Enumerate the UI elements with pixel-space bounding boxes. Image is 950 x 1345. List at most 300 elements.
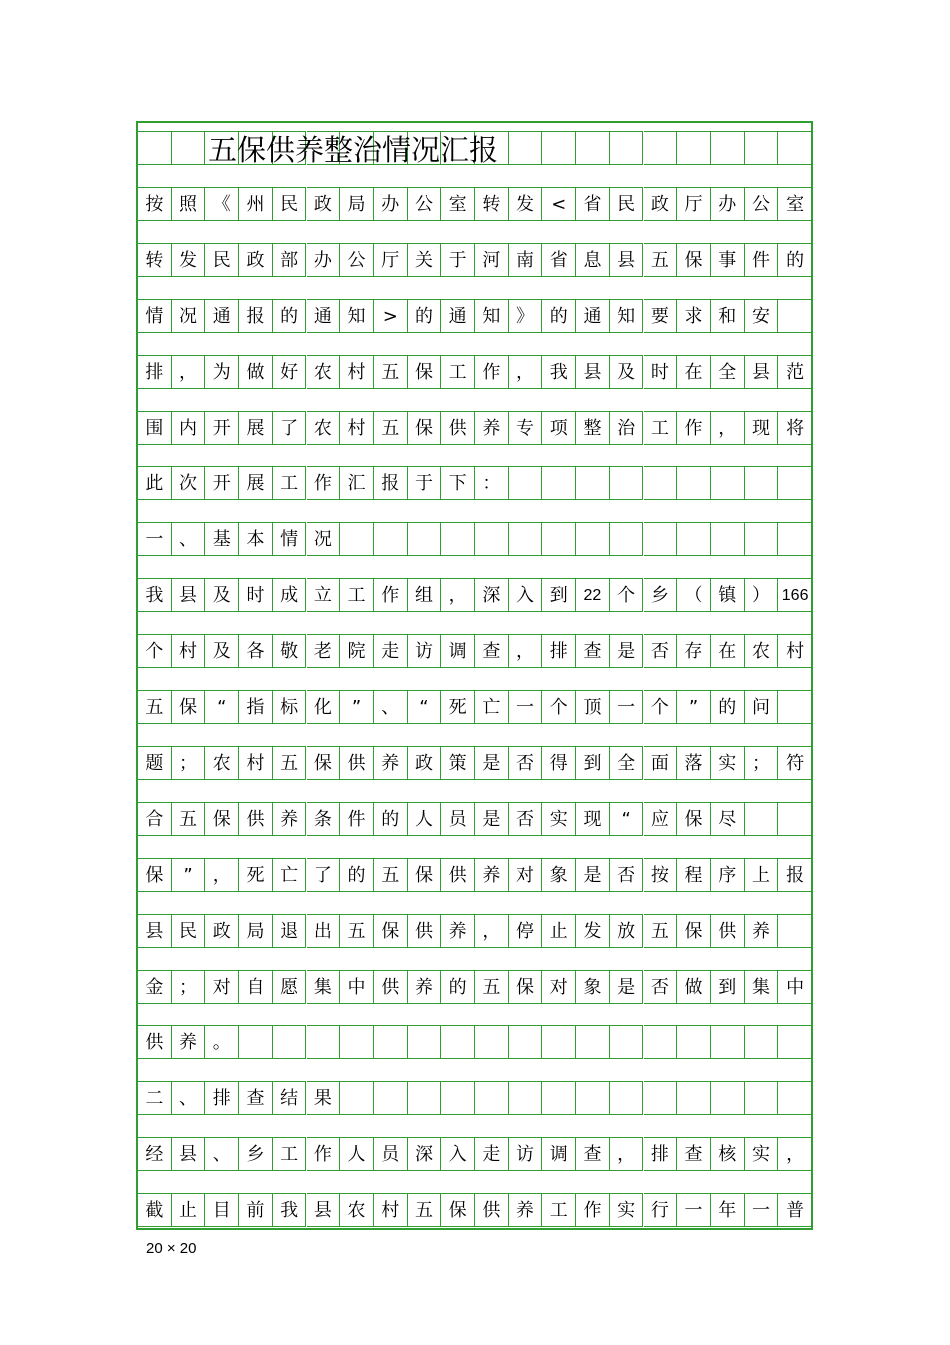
grid-cell: 员 — [441, 802, 475, 836]
text-row — [138, 243, 811, 277]
text-row — [138, 411, 811, 445]
grid-cell: 于 — [441, 243, 475, 277]
grid-cell — [644, 131, 678, 165]
grid-cell — [610, 522, 644, 556]
grid-cell: 县 — [172, 578, 206, 612]
grid-cell: 政 — [644, 187, 678, 221]
grid-cell: 是 — [610, 634, 644, 668]
grid-cell: 保 — [205, 802, 239, 836]
grid-cell: 走 — [374, 634, 408, 668]
grid-cell: > — [374, 299, 408, 333]
grid-cell: 化 — [307, 690, 341, 724]
grid-cell — [509, 466, 543, 500]
grid-cell: 深 — [475, 578, 509, 612]
grid-cell — [542, 1025, 576, 1059]
grid-cell: 前 — [239, 1193, 273, 1227]
grid-cell: 的 — [408, 299, 442, 333]
grid-cell: 养 — [441, 914, 475, 948]
grid-cell: 办 — [307, 243, 341, 277]
grid-cell: 通 — [576, 299, 610, 333]
grid-cell: 目 — [205, 1193, 239, 1227]
text-row — [138, 970, 811, 1004]
grid-cell — [677, 466, 711, 500]
grid-cell — [745, 466, 779, 500]
grid-cell: 局 — [239, 914, 273, 948]
grid-cell: 否 — [509, 746, 543, 780]
text-row — [138, 299, 811, 333]
grid-cell: 养 — [745, 914, 779, 948]
grid-cell — [745, 1025, 779, 1059]
grid-cell: 入 — [509, 578, 543, 612]
grid-cell: 人 — [408, 802, 442, 836]
grid-cell: 落 — [677, 746, 711, 780]
grid-cell: 深 — [408, 1137, 442, 1171]
grid-cell: 保 — [138, 858, 172, 892]
grid-cell: 农 — [340, 1193, 374, 1227]
grid-cell: “ — [408, 690, 442, 724]
grid-cell: 五 — [644, 243, 678, 277]
grid-cell: 五 — [374, 355, 408, 389]
grid-cell: 作 — [307, 466, 341, 500]
grid-cell: 公 — [340, 243, 374, 277]
grid-cell: 公 — [745, 187, 779, 221]
grid-cell: 象 — [576, 970, 610, 1004]
grid-cell: ， — [509, 634, 543, 668]
grid-cell — [745, 802, 779, 836]
grid-cell: 养 — [408, 970, 442, 1004]
grid-cell: 做 — [677, 970, 711, 1004]
grid-cell: 工 — [542, 1193, 576, 1227]
document-title: 五保供养整治情况汇报 — [208, 133, 499, 167]
grid-cell: ， — [172, 355, 206, 389]
grid-cell: 县 — [745, 355, 779, 389]
grid-cell — [778, 131, 812, 165]
grid-cell: 县 — [610, 243, 644, 277]
grid-cell: 到 — [542, 578, 576, 612]
grid-cell — [340, 1025, 374, 1059]
grid-cell: 排 — [205, 1081, 239, 1115]
grid-cell: 供 — [138, 1025, 172, 1059]
grid-cell: 是 — [610, 970, 644, 1004]
grid-cell: 办 — [374, 187, 408, 221]
grid-cell: 退 — [273, 914, 307, 948]
grid-cell: 象 — [542, 858, 576, 892]
grid-cell: 标 — [273, 690, 307, 724]
grid-cell — [711, 466, 745, 500]
grid-cell: 求 — [677, 299, 711, 333]
grid-cell: 事 — [711, 243, 745, 277]
grid-cell: 及 — [205, 634, 239, 668]
grid-cell: 了 — [307, 858, 341, 892]
grid-cell: “ — [610, 802, 644, 836]
grid-cell: 供 — [340, 746, 374, 780]
grid-cell: 普 — [778, 1193, 812, 1227]
grid-cell: 政 — [408, 746, 442, 780]
grid-cell: 个 — [542, 690, 576, 724]
grid-cell: 、 — [172, 1081, 206, 1115]
text-row — [138, 746, 811, 780]
grid-cell: 愿 — [273, 970, 307, 1004]
grid-cell: 止 — [542, 914, 576, 948]
grid-cell: 人 — [340, 1137, 374, 1171]
grid-cell: 保 — [441, 1193, 475, 1227]
grid-cell: 及 — [205, 578, 239, 612]
text-row — [138, 802, 811, 836]
grid-cell: 结 — [273, 1081, 307, 1115]
grid-cell — [610, 466, 644, 500]
grid-cell: 走 — [475, 1137, 509, 1171]
grid-cell: 条 — [307, 802, 341, 836]
grid-cell: 一 — [677, 1193, 711, 1227]
grid-cell: 况 — [172, 299, 206, 333]
text-row — [138, 187, 811, 221]
grid-cell: 程 — [677, 858, 711, 892]
grid-cell — [273, 1025, 307, 1059]
grid-cell: 的 — [778, 243, 812, 277]
grid-cell: “ — [205, 690, 239, 724]
grid-cell: 排 — [542, 634, 576, 668]
text-row — [138, 914, 811, 948]
grid-cell: 《 — [205, 187, 239, 221]
grid-cell: 中 — [340, 970, 374, 1004]
grid-cell: 现 — [576, 802, 610, 836]
grid-cell: 县 — [307, 1193, 341, 1227]
grid-cell: 院 — [340, 634, 374, 668]
grid-cell: 部 — [273, 243, 307, 277]
grid-cell: 作 — [677, 411, 711, 445]
grid-cell — [576, 522, 610, 556]
grid-cell: 民 — [205, 243, 239, 277]
grid-cell — [542, 1081, 576, 1115]
grid-cell: 养 — [475, 858, 509, 892]
grid-cell: 到 — [576, 746, 610, 780]
grid-cell: ” — [677, 690, 711, 724]
grid-cell — [677, 131, 711, 165]
grid-cell: 围 — [138, 411, 172, 445]
grid-cell: 停 — [509, 914, 543, 948]
grid-cell: 个 — [644, 690, 678, 724]
grid-cell: 此 — [138, 466, 172, 500]
grid-cell: 供 — [711, 914, 745, 948]
grid-cell — [576, 1025, 610, 1059]
grid-cell: ” — [172, 858, 206, 892]
grid-cell: 得 — [542, 746, 576, 780]
grid-cell: 要 — [644, 299, 678, 333]
grid-cell — [509, 522, 543, 556]
grid-cell: ： — [475, 466, 509, 500]
grid-cell: 转 — [138, 243, 172, 277]
grid-cell: 实 — [542, 802, 576, 836]
grid-cell: 做 — [239, 355, 273, 389]
grid-cell: 排 — [644, 1137, 678, 1171]
grid-cell: 次 — [172, 466, 206, 500]
grid-cell: 合 — [138, 802, 172, 836]
grid-cell: 作 — [307, 1137, 341, 1171]
grid-cell: 对 — [542, 970, 576, 1004]
grid-cell: 供 — [441, 858, 475, 892]
grid-cell: 保 — [374, 914, 408, 948]
grid-cell — [239, 1025, 273, 1059]
grid-cell: 情 — [138, 299, 172, 333]
grid-cell: 知 — [610, 299, 644, 333]
grid-cell: 工 — [644, 411, 678, 445]
grid-cell: 开 — [205, 411, 239, 445]
grid-cell: （ — [677, 578, 711, 612]
grid-cell — [576, 1081, 610, 1115]
grid-cell — [711, 522, 745, 556]
grid-cell: 保 — [677, 243, 711, 277]
grid-cell: 亡 — [273, 858, 307, 892]
text-row — [138, 466, 811, 500]
grid-cell: 对 — [205, 970, 239, 1004]
grid-cell: 是 — [475, 746, 509, 780]
grid-cell: 县 — [576, 355, 610, 389]
grid-cell: 保 — [408, 355, 442, 389]
grid-cell — [576, 466, 610, 500]
grid-cell — [745, 1081, 779, 1115]
grid-cell: 五 — [138, 690, 172, 724]
grid-cell: 的 — [340, 858, 374, 892]
grid-cell — [475, 522, 509, 556]
grid-cell: 全 — [610, 746, 644, 780]
grid-cell: 况 — [307, 522, 341, 556]
grid-cell: < — [542, 187, 576, 221]
grid-cell: 供 — [374, 970, 408, 1004]
grid-cell: 作 — [374, 578, 408, 612]
grid-cell: 保 — [408, 858, 442, 892]
grid-cell: 核 — [711, 1137, 745, 1171]
grid-cell: 村 — [778, 634, 812, 668]
grid-cell: 公 — [408, 187, 442, 221]
grid-cell: 序 — [711, 858, 745, 892]
grid-cell: 成 — [273, 578, 307, 612]
grid-cell: 集 — [307, 970, 341, 1004]
grid-cell: ” — [340, 690, 374, 724]
grid-cell: 止 — [172, 1193, 206, 1227]
grid-cell — [778, 1081, 812, 1115]
grid-cell: 作 — [475, 355, 509, 389]
grid-cell: ， — [711, 411, 745, 445]
grid-cell: 尽 — [711, 802, 745, 836]
grid-cell: 州 — [239, 187, 273, 221]
text-row — [138, 690, 811, 724]
grid-cell: 22 — [576, 578, 610, 612]
grid-cell: 实 — [711, 746, 745, 780]
grid-cell: 息 — [576, 243, 610, 277]
grid-cell: 一 — [509, 690, 543, 724]
grid-cell: 通 — [205, 299, 239, 333]
text-row — [138, 634, 811, 668]
grid-cell: 工 — [441, 355, 475, 389]
grid-cell: 乡 — [644, 578, 678, 612]
grid-cell: 在 — [711, 634, 745, 668]
grid-cell — [778, 914, 812, 948]
grid-cell: 养 — [374, 746, 408, 780]
grid-cell — [340, 1081, 374, 1115]
grid-cell: 查 — [677, 1137, 711, 1171]
grid-cell: 一 — [610, 690, 644, 724]
text-row — [138, 1081, 811, 1115]
grid-cell: 否 — [610, 858, 644, 892]
grid-cell: 报 — [239, 299, 273, 333]
grid-cell: 放 — [610, 914, 644, 948]
grid-cell: 农 — [745, 634, 779, 668]
grid-cell: 好 — [273, 355, 307, 389]
grid-cell: 时 — [239, 578, 273, 612]
grid-cell: 村 — [340, 355, 374, 389]
grid-cell: 否 — [509, 802, 543, 836]
grid-cell: 南 — [509, 243, 543, 277]
grid-cell: 本 — [239, 522, 273, 556]
grid-cell: 镇 — [711, 578, 745, 612]
grid-cell: 内 — [172, 411, 206, 445]
grid-cell: 个 — [610, 578, 644, 612]
grid-cell: 办 — [711, 187, 745, 221]
grid-cell: 访 — [408, 634, 442, 668]
grid-cell: 保 — [172, 690, 206, 724]
grid-cell: 发 — [172, 243, 206, 277]
grid-cell: 亡 — [475, 690, 509, 724]
grid-cell: 供 — [475, 1193, 509, 1227]
grid-cell — [441, 1025, 475, 1059]
grid-cell: 河 — [475, 243, 509, 277]
grid-cell: 是 — [576, 858, 610, 892]
grid-cell: 通 — [307, 299, 341, 333]
grid-cell: 按 — [138, 187, 172, 221]
grid-cell: 村 — [172, 634, 206, 668]
grid-size-label: 20 × 20 — [146, 1240, 197, 1257]
grid-cell: 开 — [205, 466, 239, 500]
grid-cell: 各 — [239, 634, 273, 668]
text-row — [138, 1193, 811, 1227]
grid-cell — [644, 1081, 678, 1115]
grid-cell: 省 — [542, 243, 576, 277]
grid-cell: 专 — [509, 411, 543, 445]
grid-cell — [172, 131, 206, 165]
grid-cell: 发 — [509, 187, 543, 221]
grid-cell: 查 — [475, 634, 509, 668]
grid-cell: 一 — [138, 522, 172, 556]
grid-cell: 范 — [778, 355, 812, 389]
grid-cell — [374, 1081, 408, 1115]
grid-cell — [711, 1025, 745, 1059]
grid-cell — [644, 522, 678, 556]
grid-cell: 安 — [745, 299, 779, 333]
grid-cell: 问 — [745, 690, 779, 724]
grid-cell: ， — [778, 1137, 812, 1171]
grid-cell: 的 — [374, 802, 408, 836]
grid-cell: 存 — [677, 634, 711, 668]
grid-cell: 否 — [644, 970, 678, 1004]
grid-cell: 展 — [239, 466, 273, 500]
grid-cell: 养 — [475, 411, 509, 445]
grid-cell — [408, 1025, 442, 1059]
grid-cell: 村 — [239, 746, 273, 780]
grid-cell: 截 — [138, 1193, 172, 1227]
grid-cell: 面 — [644, 746, 678, 780]
grid-cell: 情 — [273, 522, 307, 556]
grid-cell: 个 — [138, 634, 172, 668]
grid-cell: 五 — [273, 746, 307, 780]
grid-cell: 调 — [441, 634, 475, 668]
grid-cell: 的 — [711, 690, 745, 724]
grid-cell: 五 — [644, 914, 678, 948]
grid-cell: 及 — [610, 355, 644, 389]
grid-cell: 。 — [205, 1025, 239, 1059]
grid-cell: ， — [441, 578, 475, 612]
grid-cell: 年 — [711, 1193, 745, 1227]
grid-cell: 供 — [408, 914, 442, 948]
grid-cell: ， — [475, 914, 509, 948]
grid-cell: 民 — [610, 187, 644, 221]
grid-cell — [778, 299, 812, 333]
grid-cell: 二 — [138, 1081, 172, 1115]
grid-cell: 保 — [307, 746, 341, 780]
grid-cell: 室 — [441, 187, 475, 221]
grid-cell: 知 — [340, 299, 374, 333]
grid-cell: ， — [205, 858, 239, 892]
grid-cell: 保 — [677, 914, 711, 948]
grid-cell: 排 — [138, 355, 172, 389]
grid-cell: 果 — [307, 1081, 341, 1115]
grid-cell — [677, 522, 711, 556]
grid-cell: 组 — [408, 578, 442, 612]
grid-cell: 省 — [576, 187, 610, 221]
grid-cell: 工 — [340, 578, 374, 612]
grid-cell: 工 — [273, 1137, 307, 1171]
grid-cell: 政 — [239, 243, 273, 277]
grid-cell: 敬 — [273, 634, 307, 668]
grid-cell: 保 — [509, 970, 543, 1004]
grid-cell: 我 — [542, 355, 576, 389]
grid-cell — [509, 1081, 543, 1115]
grid-cell: 死 — [239, 858, 273, 892]
grid-cell: 和 — [711, 299, 745, 333]
grid-cell: 经 — [138, 1137, 172, 1171]
grid-cell: 转 — [475, 187, 509, 221]
grid-cell — [138, 131, 172, 165]
grid-cell: 政 — [205, 914, 239, 948]
grid-cell: 否 — [644, 634, 678, 668]
grid-cell: 村 — [340, 411, 374, 445]
grid-cell — [542, 522, 576, 556]
grid-cell: 立 — [307, 578, 341, 612]
grid-cell: 出 — [307, 914, 341, 948]
text-row — [138, 522, 811, 556]
grid-cell — [475, 1081, 509, 1115]
grid-cell — [408, 522, 442, 556]
grid-cell: 策 — [441, 746, 475, 780]
grid-cell: 报 — [374, 466, 408, 500]
grid-cell: 对 — [509, 858, 543, 892]
grid-cell: 的 — [273, 299, 307, 333]
grid-cell — [542, 466, 576, 500]
grid-cell — [778, 690, 812, 724]
grid-cell: 行 — [644, 1193, 678, 1227]
grid-cell: 实 — [610, 1193, 644, 1227]
grid-cell: 通 — [441, 299, 475, 333]
grid-cell: 一 — [745, 1193, 779, 1227]
grid-cell: 题 — [138, 746, 172, 780]
grid-cell: 员 — [374, 1137, 408, 1171]
grid-cell: 五 — [408, 1193, 442, 1227]
grid-cell: 村 — [374, 1193, 408, 1227]
grid-cell: 顶 — [576, 690, 610, 724]
grid-cell: 现 — [745, 411, 779, 445]
grid-cell: 供 — [441, 411, 475, 445]
grid-cell: 件 — [340, 802, 374, 836]
grid-cell: 中 — [778, 970, 812, 1004]
